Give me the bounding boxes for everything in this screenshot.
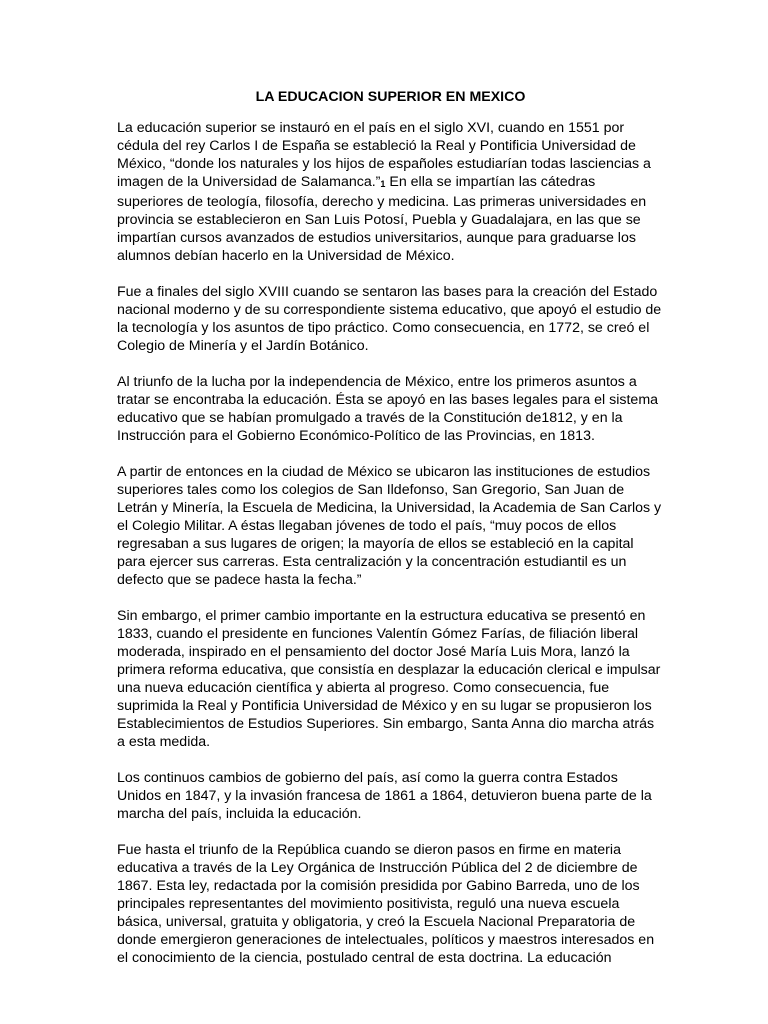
text-line: cédula del rey Carlos I de España se estableció la Real y Pontificia Universidad de xyxy=(117,138,636,154)
text-line: donde emergieron generaciones de intelectuales, políticos y maestros interesados en xyxy=(117,932,655,948)
text-line: Establecimientos de Estudios Superiores. Sin embargo, Santa Anna dio marcha atrás xyxy=(117,716,655,732)
text-line: 1867. Esta ley, redactada por la comisión presidida por Gabino Barreda, uno de los xyxy=(117,878,640,894)
text-line: principales representantes del movimiento positivista, reguló una nueva escuela xyxy=(117,896,620,912)
text-line: nacional moderno y de su correspondiente sistema educativo, que apoyó el estudio de xyxy=(117,302,662,318)
text-line-with-footnote xyxy=(117,173,664,193)
text-line: una nueva educación científica y abierta al progreso. Como consecuencia, fue xyxy=(117,680,610,696)
text-line: Fue a finales del siglo XVIII cuando se sentaron las bases para la creación del Estado xyxy=(117,284,658,300)
text-line: alumnos debían hacerlo en la Universidad de México. xyxy=(117,248,455,264)
text-line: el conocimiento de la ciencia, postulado central de esta doctrina. La educación xyxy=(117,950,612,966)
text-line: La educación superior se instauró en el país en el siglo XVI, cuando en 1551 por xyxy=(117,120,625,136)
text-line: a esta medida. xyxy=(117,734,211,750)
text-line: moderada, inspirado en el pensamiento del doctor José María Luis Mora, lanzó la xyxy=(117,644,630,660)
text-line: educativo que se habían promulgado a través de la Constitución de1812, y en la xyxy=(117,410,623,426)
text-line: A partir de entonces en la ciudad de México se ubicaron las instituciones de estudios xyxy=(117,464,651,480)
text-line: Letrán y Minería, la Escuela de Medicina, la Universidad, la Academia de San Carlos y xyxy=(117,500,662,516)
text-line: Instrucción para el Gobierno Económico-Político de las Provincias, en 1813. xyxy=(117,428,595,444)
text-segment: imagen de la Universidad de Salamanca.” xyxy=(117,174,381,190)
text-line: primera reforma educativa, que consistía en desplazar la educación clerical e impulsar xyxy=(117,662,661,678)
text-line: Unidos en 1847, y la invasión francesa de 1861 a 1864, detuvieron buena parte de la xyxy=(117,788,652,804)
text-line: para ejercer sus carreras. Esta centralización y la concentración estudiantil es un xyxy=(117,554,627,570)
text-line: suprimida la Real y Pontificia Universidad de México y en su lugar se propusieron los xyxy=(117,698,652,714)
text-line: marcha del país, incluida la educación. xyxy=(117,806,362,822)
text-line: regresaban a sus lugares de origen; la mayoría de ellos se estableció en la capital xyxy=(117,536,634,552)
text-line: superiores de teología, filosofía, derecho y medicina. Las primeras universidades en xyxy=(117,194,647,210)
paragraph-6 xyxy=(117,769,664,823)
text-line: educativa a través de la Ley Orgánica de Instrucción Pública del 2 de diciembre de xyxy=(117,860,638,876)
text-line: México, “donde los naturales y los hijos de españoles estudiarían todas lasciencias a xyxy=(117,156,651,172)
text-line: básica, universal, gratuita y obligatoria, y creó la Escuela Nacional Preparatoria de xyxy=(117,914,636,930)
text-line: Sin embargo, el primer cambio importante en la estructura educativa se presentó en xyxy=(117,608,646,624)
paragraph-1 xyxy=(117,119,664,265)
paragraph-4 xyxy=(117,463,664,589)
text-line: Fue hasta el triunfo de la República cuando se dieron pasos en firme en materia xyxy=(117,842,621,858)
paragraph-5 xyxy=(117,607,664,751)
text-line: superiores tales como los colegios de San Ildefonso, San Gregorio, San Juan de xyxy=(117,482,625,498)
paragraph-2 xyxy=(117,283,664,355)
text-line: el Colegio Militar. A éstas llegaban jóvenes de todo el país, “muy pocos de ellos xyxy=(117,518,617,534)
paragraph-3 xyxy=(117,373,664,445)
text-line: tratar se encontraba la educación. Ésta se apoyó en las bases legales para el sistema xyxy=(117,392,659,408)
text-line: defecto que se padece hasta la fecha.” xyxy=(117,572,362,588)
document-title: LA EDUCACION SUPERIOR EN MEXICO xyxy=(255,89,526,105)
text-line: Los continuos cambios de gobierno del país, así como la guerra contra Estados xyxy=(117,770,618,786)
text-line: la tecnología y los asuntos de tipo práctico. Como consecuencia, en 1772, se creó el xyxy=(117,320,650,336)
footnote-marker: 1 xyxy=(380,179,386,189)
paragraph-7 xyxy=(117,841,664,967)
text-line: impartían cursos avanzados de estudios universitarios, aunque para graduarse los xyxy=(117,230,636,246)
text-line: Al triunfo de la lucha por la independencia de México, entre los primeros asuntos a xyxy=(117,374,637,390)
text-line: Colegio de Minería y el Jardín Botánico. xyxy=(117,338,369,354)
document-body xyxy=(117,88,664,985)
text-segment: En ella se impartían las cátedras xyxy=(385,174,596,190)
text-line: 1833, cuando el presidente en funciones Valentín Gómez Farías, de filiación liberal xyxy=(117,626,639,642)
text-line: provincia se establecieron en San Luis Potosí, Puebla y Guadalajara, en las que se xyxy=(117,212,641,228)
